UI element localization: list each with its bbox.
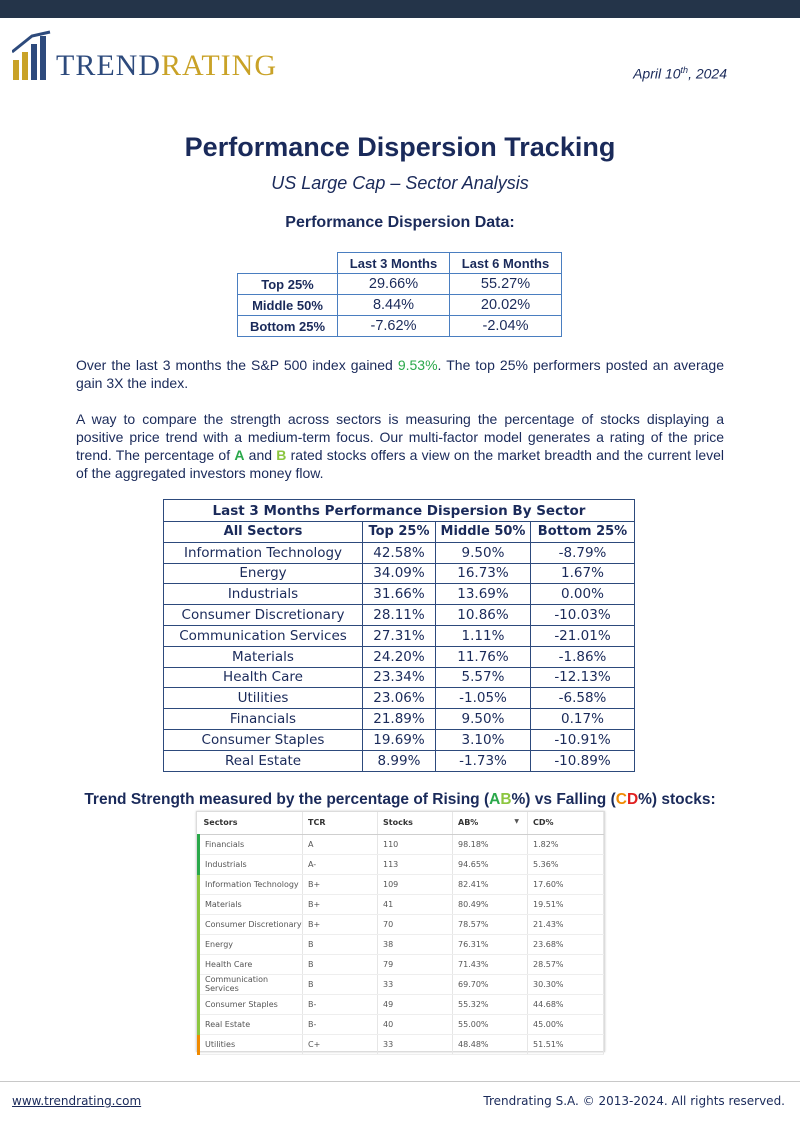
grid-cell-cd: 51.51% [528,1034,604,1054]
grid-cell-cd: 23.68% [528,934,604,954]
grid-cell-sector: Consumer Discretionary [199,914,303,934]
table-row [164,709,635,730]
grid-cell-sector: Industrials [199,854,303,874]
table-cell: 19.69% [363,729,436,750]
grid-cell-ab: 55.32% [453,994,528,1014]
table-cell: -6.58% [531,688,635,709]
grid-cell-tcr: A [303,834,378,854]
grid-cell-ab: 48.48% [453,1034,528,1054]
table-cell: 31.66% [363,584,436,605]
table-cell: 1.11% [436,625,531,646]
table-cell: -21.01% [531,625,635,646]
grid-cell-cd: 28.57% [528,954,604,974]
grid-header-tcr[interactable]: TCR [303,812,378,834]
grid-cell-cd: 19.51% [528,894,604,914]
grid-cell-stocks: 40 [378,1014,453,1034]
trend-strength-heading: Trend Strength measured by the percentage of Rising (AB%) vs Falling (CD%) stocks: [84,791,716,808]
grid-cell-stocks: 110 [378,834,453,854]
grid-cell-ab: 82.41% [453,874,528,894]
grid-header-cd[interactable]: CD% [528,812,604,834]
logo-bars-icon [12,30,52,82]
table-cell: 29.66% [338,274,450,295]
dispersion-heading: Performance Dispersion Data: [285,214,515,231]
grid-row[interactable] [199,854,604,874]
table-cell: 9.50% [436,709,531,730]
grid-cell-ab: 98.18% [453,834,528,854]
trendrating-logo [12,30,277,82]
paragraph-method: A way to compare the strength across sectors is measuring the percentage of stocks displaying a positive price trend with a medium-term focus. Our multi-factor model generates a rating of the price trend. The percentage of A and B rated stocks offers a view on the market breadth and the current level of the aggregated investors money flow. [76,411,725,481]
table-cell: 34.09% [363,563,436,584]
grid-cell-sector: Consumer Staples [199,994,303,1014]
grid-cell-sector: Energy [199,934,303,954]
grid-cell-ab: 76.31% [453,934,528,954]
copyright: Trendrating S.A. © 2013-2024. All rights reserved. [483,1094,785,1108]
sector-name: Communication Services [164,625,363,646]
table-row [164,563,635,584]
table-cell: 21.89% [363,709,436,730]
grid-cell-sector: Information Technology [199,874,303,894]
table-row [164,646,635,667]
grid-cell-tcr: B+ [303,914,378,934]
trend-strength-grid [196,811,605,1052]
sector-name: Industrials [164,584,363,605]
top-bar [0,0,800,18]
grid-cell-cd: 30.30% [528,974,604,994]
grid-cell-ab: 78.57% [453,914,528,934]
table-cell: 24.20% [363,646,436,667]
grid-cell-stocks: 33 [378,974,453,994]
table-cell: 20.02% [450,295,562,316]
table-cell: -2.04% [450,316,562,337]
grid-cell-cd: 5.36% [528,854,604,874]
sector-name: Real Estate [164,750,363,771]
col-header: All Sectors [164,522,363,543]
grid-row[interactable] [199,954,604,974]
table-cell: 1.67% [531,563,635,584]
table-cell: 16.73% [436,563,531,584]
sector-name: Materials [164,646,363,667]
table-cell: -10.03% [531,605,635,626]
grid-cell-cd: 45.00% [528,1014,604,1034]
table-cell: -7.62% [338,316,450,337]
table-cell: 42.58% [363,542,436,563]
grid-cell-sector: Materials [199,894,303,914]
grid-row[interactable] [199,1014,604,1034]
report-date: April 10th, 2024 [633,65,727,82]
grid-row[interactable] [199,834,604,854]
sector-name: Health Care [164,667,363,688]
table-cell: -1.73% [436,750,531,771]
grid-cell-stocks: 70 [378,914,453,934]
grid-row[interactable] [199,1034,604,1054]
sort-down-icon[interactable]: ▼ [514,818,519,825]
grid-row[interactable] [199,914,604,934]
grid-cell-sector: Health Care [199,954,303,974]
table-row [164,750,635,771]
grid-cell-sector: Financials [199,834,303,854]
table-row [164,729,635,750]
table-cell: -12.13% [531,667,635,688]
table-row [164,584,635,605]
footer-divider [0,1081,800,1082]
col-header: Last 6 Months [450,253,562,274]
paragraph-index: Over the last 3 months the S&P 500 index gained 9.53%. The top 25% performers posted an average gain 3X the index. [76,357,724,391]
grid-cell-tcr: C+ [303,1034,378,1054]
grid-row[interactable] [199,894,604,914]
grid-row[interactable] [199,994,604,1014]
sector-name: Energy [164,563,363,584]
grid-cell-stocks: 33 [378,1034,453,1054]
table-row [164,542,635,563]
table-cell: 23.06% [363,688,436,709]
row-header: Bottom 25% [238,316,338,337]
grid-cell-sector: Utilities [199,1034,303,1054]
table-cell: 8.44% [338,295,450,316]
grid-cell-stocks: 49 [378,994,453,1014]
col-header: Bottom 25% [531,522,635,543]
table-cell: 27.31% [363,625,436,646]
table-cell: 13.69% [436,584,531,605]
table-cell: -1.05% [436,688,531,709]
row-header: Middle 50% [238,295,338,316]
grid-cell-cd: 21.43% [528,914,604,934]
table-row [164,605,635,626]
table-cell: 11.76% [436,646,531,667]
dispersion-table [237,252,562,337]
grid-header-ab[interactable]: AB% ▼ [453,812,528,834]
col-header: Middle 50% [436,522,531,543]
website-link[interactable]: www.trendrating.com [12,1094,142,1108]
grid-cell-sector: Real Estate [199,1014,303,1034]
grid-header-sectors[interactable]: Sectors [199,812,303,834]
page-subtitle: US Large Cap – Sector Analysis [271,173,529,193]
sector-name: Information Technology [164,542,363,563]
table-cell: 10.86% [436,605,531,626]
table-row [164,625,635,646]
table-cell: -8.79% [531,542,635,563]
grid-row[interactable] [199,974,604,994]
grid-cell-stocks: 79 [378,954,453,974]
sector-name: Financials [164,709,363,730]
table-cell: 8.99% [363,750,436,771]
sector-dispersion-table [163,499,635,772]
grid-cell-ab: 69.70% [453,974,528,994]
grid-cell-tcr: B+ [303,894,378,914]
grid-cell-cd: 1.82% [528,834,604,854]
grid-cell-ab: 71.43% [453,954,528,974]
grid-cell-tcr: B+ [303,874,378,894]
logo-text: TRENDRATING [56,49,277,82]
row-header: Top 25% [238,274,338,295]
grid-cell-tcr: A- [303,854,378,874]
grid-cell-ab: 55.00% [453,1014,528,1034]
grid-cell-tcr: B [303,974,378,994]
grid-row[interactable] [199,934,604,954]
grid-cell-stocks: 38 [378,934,453,954]
grid-cell-tcr: B [303,934,378,954]
table-cell: -10.91% [531,729,635,750]
sector-name: Consumer Discretionary [164,605,363,626]
grid-cell-sector: Communication Services [199,974,303,994]
grid-cell-stocks: 41 [378,894,453,914]
table-cell: 23.34% [363,667,436,688]
grid-cell-stocks: 113 [378,854,453,874]
grid-cell-cd: 17.60% [528,874,604,894]
table-cell: 9.50% [436,542,531,563]
grid-cell-tcr: B [303,954,378,974]
col-header: Top 25% [363,522,436,543]
grid-row[interactable] [199,874,604,894]
grid-cell-ab: 80.49% [453,894,528,914]
table-cell: 0.00% [531,584,635,605]
table-row [164,688,635,709]
table-cell: 3.10% [436,729,531,750]
table-caption: Last 3 Months Performance Dispersion By Sector [164,500,635,522]
table-cell: 5.57% [436,667,531,688]
table-cell: 28.11% [363,605,436,626]
grid-cell-tcr: B- [303,1014,378,1034]
sector-name: Utilities [164,688,363,709]
grid-cell-tcr: B- [303,994,378,1014]
table-row [164,667,635,688]
grid-cell-stocks: 109 [378,874,453,894]
table-cell: 0.17% [531,709,635,730]
grid-cell-cd: 44.68% [528,994,604,1014]
table-cell: -1.86% [531,646,635,667]
grid-header-stocks[interactable]: Stocks [378,812,453,834]
grid-cell-ab: 94.65% [453,854,528,874]
page-title: Performance Dispersion Tracking [184,132,616,162]
col-header: Last 3 Months [338,253,450,274]
table-cell: -10.89% [531,750,635,771]
sector-name: Consumer Staples [164,729,363,750]
table-cell: 55.27% [450,274,562,295]
